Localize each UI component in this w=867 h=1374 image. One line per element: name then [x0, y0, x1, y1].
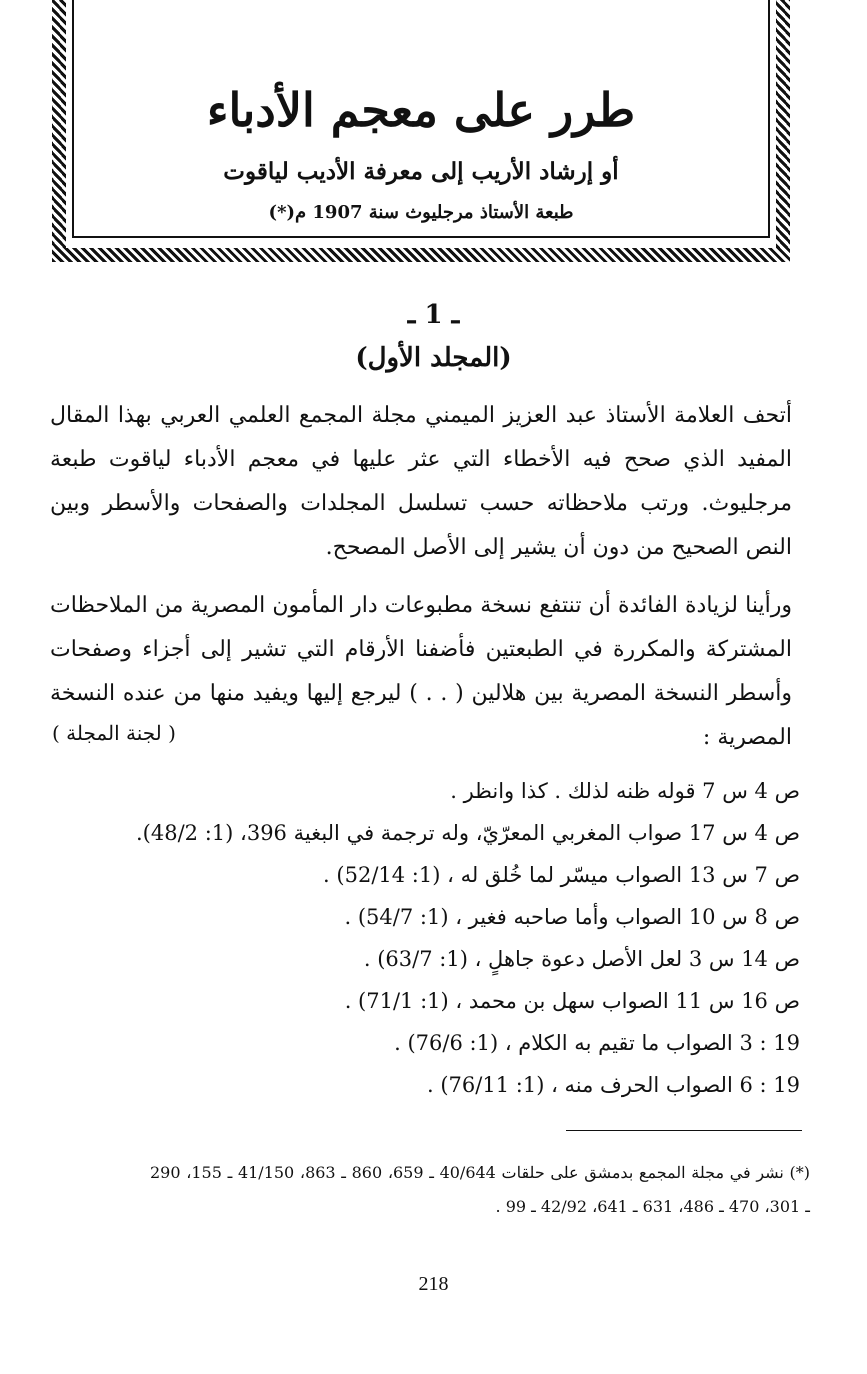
- footnote: (*) نشر في مجلة المجمع بدمشق على حلقات 40/644 ـ 659، 860 ـ 863، 41/150 ـ 155، 290 ـ 301، 470 ـ 486، 631 ـ 641، 42/92 ـ 99 .: [150, 1163, 811, 1216]
- correction-item: ص 4 س 17 صواب المغربي المعرّيّ، وله ترجمة في البغية 396، (1: 48/2).: [135, 821, 800, 845]
- correction-item: ص 8 س 10 الصواب وأما صاحبه فغير ، (1: 54/7) .: [344, 905, 800, 929]
- intro-paragraph-2: ورأينا لزيادة الفائدة أن تنتفع نسخة مطبوعات دار المأمون المصرية من الملاحظات المشتركة والمكررة في الطبعتين فأضفنا الأرقام التي تشير إلى أجزاء وصفحات وأسطر النسخة المصرية بين هلالين ( . . ) ليرجع إليها ويفيد منها من عنده النسخة المصرية :: [50, 593, 792, 750]
- correction-item: ص 7 س 13 الصواب ميسّر لما خُلق له ، (1: 52/14) .: [323, 863, 800, 887]
- corrections-list: [40, 770, 800, 1106]
- section-number: ـ 1 ـ: [407, 300, 460, 330]
- page-number: 218: [418, 1273, 449, 1295]
- article-title: طرر على معجم الأدباء: [206, 83, 636, 137]
- correction-item: ص 14 س 3 لعل الأصل دعوة جاهلٍ ، (1: 63/7) .: [363, 947, 800, 971]
- footnote-separator: [566, 1130, 802, 1131]
- edition-note: طبعة الأستاذ مرجليوث سنة 1907 م(*): [268, 202, 574, 223]
- editorial-signature: ( لجنة المجلة ): [52, 721, 176, 745]
- intro-paragraph-1: أتحف العلامة الأستاذ عبد العزيز الميمني مجلة المجمع العلمي العربي بهذا المقال المفيد الذي صحح فيه الأخطاء التي عثر عليها في معجم الأدباء لياقوت طبعة مرجليوث. ورتب ملاحظاته حسب تسلسل المجلدات والصفحات والأسطر وبين النص الصحيح من دون أن يشير إلى الأصل المصحح.: [50, 403, 792, 560]
- correction-item: ص 16 س 11 الصواب سهل بن محمد ، (1: 71/1) .: [344, 989, 800, 1013]
- correction-item: 19 : 6 الصواب الحرف منه ، (1: 76/11) .: [427, 1073, 800, 1097]
- correction-item: 19 : 3 الصواب ما تقيم به الكلام ، (1: 76/6) .: [394, 1031, 800, 1055]
- section-title: (المجلد الأول): [355, 343, 512, 373]
- article-subtitle: أو إرشاد الأريب إلى معرفة الأديب لياقوت: [223, 158, 619, 185]
- correction-item: ص 4 س 7 قوله ظنه لذلك . كذا وانظر .: [450, 779, 800, 803]
